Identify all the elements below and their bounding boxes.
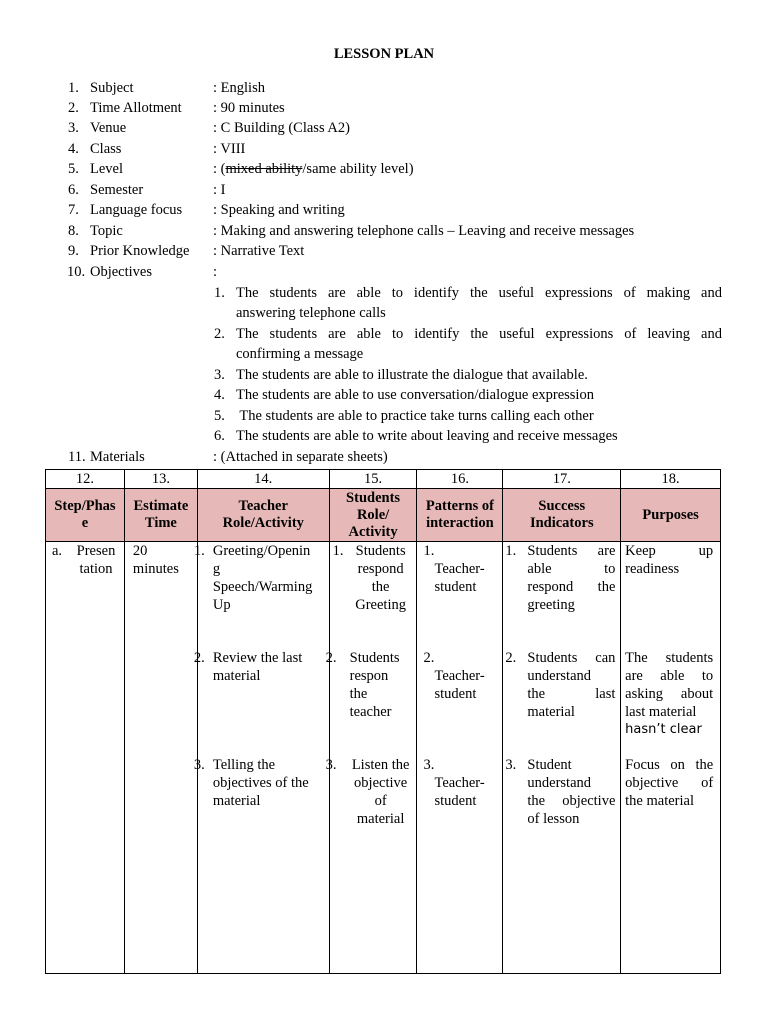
step-marker: a. — [52, 543, 63, 559]
pattern-line: student — [434, 686, 477, 702]
field-label: Materials — [90, 449, 145, 465]
field-number: 7. — [68, 202, 79, 218]
purpose-line: are able to — [625, 668, 714, 684]
header-students-role — [329, 489, 417, 542]
header-line: Indicators — [529, 515, 594, 531]
field-materials — [68, 447, 728, 467]
field-number: 2. — [68, 100, 79, 116]
time-text — [133, 542, 179, 578]
field-number: 9. — [68, 243, 79, 259]
column-number: 17. — [503, 470, 621, 489]
activity-line: Greeting/Openin — [212, 543, 311, 559]
pattern-line: Teacher- — [434, 561, 485, 577]
pattern-text — [434, 774, 484, 810]
success-line: greeting — [527, 597, 575, 613]
field-value: : English — [213, 80, 265, 96]
success-line: the last — [527, 686, 616, 702]
activity-line: of — [374, 793, 387, 809]
item-number: 3. — [193, 757, 205, 773]
objective-number: 6. — [214, 428, 225, 444]
activity-line: Telling the — [212, 757, 276, 773]
cell-success — [503, 542, 621, 974]
success-text — [527, 542, 615, 614]
step-line: Presen — [76, 543, 116, 559]
success-text — [527, 756, 615, 828]
purpose-line: asking about — [625, 686, 714, 702]
activity-line: respond — [357, 561, 404, 577]
success-line: Student — [527, 757, 572, 773]
field-number: 5. — [68, 161, 79, 177]
field-value: : 90 minutes — [213, 100, 285, 116]
purpose-text — [625, 756, 713, 810]
field-number: 4. — [68, 141, 79, 157]
purpose-text — [625, 649, 713, 739]
purpose-line: The students — [625, 650, 714, 666]
field-venue — [68, 118, 728, 138]
item-number: 1. — [505, 543, 517, 559]
activity-line: Up — [212, 597, 231, 613]
teacher-activity — [213, 756, 328, 810]
item-number: 1. — [423, 543, 435, 559]
objective-item — [214, 283, 722, 323]
objective-text: The students are able to write about leaving and receive messages — [236, 428, 618, 444]
field-label: Class — [90, 141, 122, 157]
objective-text: The students are able to practice take turns calling each other — [236, 408, 594, 424]
header-step-phase — [46, 489, 125, 542]
activity-line: Students — [349, 650, 400, 666]
purpose-line: objective of — [625, 775, 714, 791]
header-line: Estimate — [133, 498, 189, 514]
header-line: Role/ — [356, 506, 390, 523]
level-prefix: : ( — [213, 161, 226, 177]
objective-item — [214, 324, 722, 364]
header-purposes — [621, 489, 721, 542]
field-label: Semester — [90, 182, 144, 198]
activity-line: Review the last — [212, 650, 303, 666]
pattern-text — [434, 560, 484, 596]
field-semester — [68, 180, 728, 200]
item-number: 2. — [193, 650, 205, 666]
cell-teacher — [193, 542, 329, 974]
header-patterns — [417, 489, 503, 542]
success-line: the objective — [527, 793, 616, 809]
objective-text-cont: answering telephone calls — [236, 305, 386, 321]
field-prior-knowledge — [68, 241, 728, 261]
step-line: tation — [79, 561, 113, 577]
header-line: interaction — [426, 515, 494, 531]
activity-line: the — [371, 579, 390, 595]
field-label: Time Allotment — [90, 100, 182, 116]
header-line: Teacher — [238, 498, 288, 514]
lesson-table — [45, 469, 721, 974]
objective-item — [214, 365, 722, 385]
column-number: 15. — [329, 470, 417, 489]
activity-line: material — [212, 668, 261, 684]
header-line: Activity — [348, 523, 398, 540]
purpose-line: the material — [625, 793, 694, 809]
activity-line: objective — [354, 775, 408, 791]
activity-line: g — [212, 561, 221, 577]
field-number: 1. — [68, 80, 79, 96]
objective-item — [214, 385, 722, 405]
field-value: : Narrative Text — [213, 243, 305, 259]
field-value: : Making and answering telephone calls – Leaving and receive messages — [213, 223, 635, 239]
success-line: understand — [527, 668, 592, 684]
level-struck-option: mixed ability — [225, 161, 303, 177]
objective-text: The students are able to identify the useful expressions of making and — [236, 285, 722, 301]
field-class — [68, 139, 728, 159]
column-number: 13. — [124, 470, 197, 489]
column-number: 16. — [417, 470, 503, 489]
success-line: Students can — [527, 650, 616, 666]
activity-line: respon — [349, 668, 389, 684]
purpose-line: last material — [625, 704, 697, 720]
field-number: 10. — [67, 264, 86, 280]
students-activity — [346, 756, 416, 828]
item-number: 2. — [423, 650, 435, 666]
objective-item — [214, 426, 722, 446]
success-line: respond the — [527, 579, 616, 595]
header-success — [503, 489, 621, 542]
pattern-line: Teacher- — [434, 668, 485, 684]
activity-line: Students — [355, 543, 406, 559]
time-line: 20 — [132, 543, 148, 559]
column-number: 14. — [197, 470, 329, 489]
header-line: Patterns of — [425, 498, 494, 514]
activity-line: Listen the — [351, 757, 410, 773]
header-line: Role/Activity — [222, 515, 304, 531]
header-estimate-time — [124, 489, 197, 542]
purpose-line: readiness — [625, 561, 680, 577]
field-value: : VIII — [213, 141, 246, 157]
field-subject — [68, 78, 728, 98]
column-number: 12. — [46, 470, 125, 489]
item-number: 1. — [193, 543, 205, 559]
step-text — [70, 542, 122, 578]
header-teacher-role — [197, 489, 329, 542]
pattern-line: student — [434, 579, 477, 595]
field-number: 3. — [68, 120, 79, 136]
table-row — [46, 542, 721, 974]
field-number: 6. — [68, 182, 79, 198]
pattern-line: student — [434, 793, 477, 809]
header-line: Step/Phas — [54, 498, 116, 514]
purpose-line: hasn’t clear — [625, 722, 702, 737]
activity-line: Greeting — [355, 597, 406, 613]
purpose-line: Keep up — [625, 543, 714, 559]
field-language-focus — [68, 200, 728, 220]
field-number: 11. — [68, 449, 86, 465]
activity-line: Speech/Warming — [212, 579, 313, 595]
field-label: Subject — [90, 80, 134, 96]
header-line: e — [81, 515, 89, 531]
objective-number: 1. — [214, 285, 225, 301]
item-number: 3. — [423, 757, 435, 773]
field-label: Venue — [90, 120, 127, 136]
item-number: 3. — [325, 757, 337, 773]
column-number: 18. — [621, 470, 721, 489]
teacher-activity — [213, 649, 328, 685]
activity-line: objectives of the — [212, 775, 309, 791]
field-level — [68, 159, 728, 179]
level-suffix: /same ability level) — [302, 161, 414, 177]
pattern-line: Teacher- — [434, 775, 485, 791]
success-line: Students are — [527, 543, 616, 559]
header-line: Success — [538, 498, 586, 514]
header-line: Time — [144, 515, 177, 531]
field-label: Prior Knowledge — [90, 243, 190, 259]
activity-line: material — [212, 793, 261, 809]
page-title: LESSON PLAN — [333, 46, 435, 62]
objective-text: The students are able to illustrate the dialogue that available. — [236, 367, 588, 383]
field-objectives — [68, 262, 728, 282]
header-line: Students — [346, 489, 401, 506]
success-line: understand — [527, 775, 592, 791]
field-value — [213, 159, 414, 179]
objective-number: 5. — [214, 408, 225, 424]
cell-step — [46, 542, 125, 974]
field-label: Topic — [90, 223, 123, 239]
cell-students — [325, 542, 417, 974]
field-number: 8. — [68, 223, 79, 239]
success-text — [527, 649, 615, 721]
column-number-row — [46, 470, 721, 489]
success-line: able to — [527, 561, 616, 577]
purpose-text — [625, 542, 713, 578]
header-row — [46, 489, 721, 542]
objective-text: The students are able to identify the useful expressions of leaving and — [236, 326, 722, 342]
field-time-allotment — [68, 98, 728, 118]
item-number: 2. — [325, 650, 337, 666]
activity-line: material — [356, 811, 405, 827]
cell-purposes — [621, 542, 721, 974]
field-value: : — [213, 264, 218, 280]
field-label: Objectives — [90, 264, 153, 280]
header-line: Purposes — [642, 506, 699, 523]
activity-line: the — [349, 686, 368, 702]
students-activity — [348, 542, 414, 614]
teacher-activity — [213, 542, 328, 614]
objective-text-cont: confirming a message — [236, 346, 364, 362]
field-topic — [68, 221, 728, 241]
field-label: Language focus — [90, 202, 183, 218]
pattern-text — [434, 667, 484, 703]
cell-time — [124, 542, 197, 974]
field-value: : (Attached in separate sheets) — [213, 449, 388, 465]
objective-number: 4. — [214, 387, 225, 403]
field-value: : I — [213, 182, 226, 198]
objective-number: 3. — [214, 367, 225, 383]
purpose-line: Focus on the — [625, 757, 714, 773]
students-activity — [350, 649, 416, 721]
field-value: : Speaking and writing — [213, 202, 345, 218]
objective-number: 2. — [214, 326, 225, 342]
item-number: 1. — [332, 543, 344, 559]
objective-item — [214, 406, 722, 426]
success-line: material — [527, 704, 575, 720]
field-label: Level — [90, 161, 124, 177]
item-number: 3. — [505, 757, 517, 773]
activity-line: teacher — [349, 704, 392, 720]
objective-text: The students are able to use conversation/dialogue expression — [236, 387, 594, 403]
cell-patterns — [417, 542, 503, 974]
time-line: minutes — [132, 561, 179, 577]
field-value: : C Building (Class A2) — [213, 120, 350, 136]
item-number: 2. — [505, 650, 517, 666]
success-line: of lesson — [527, 811, 580, 827]
